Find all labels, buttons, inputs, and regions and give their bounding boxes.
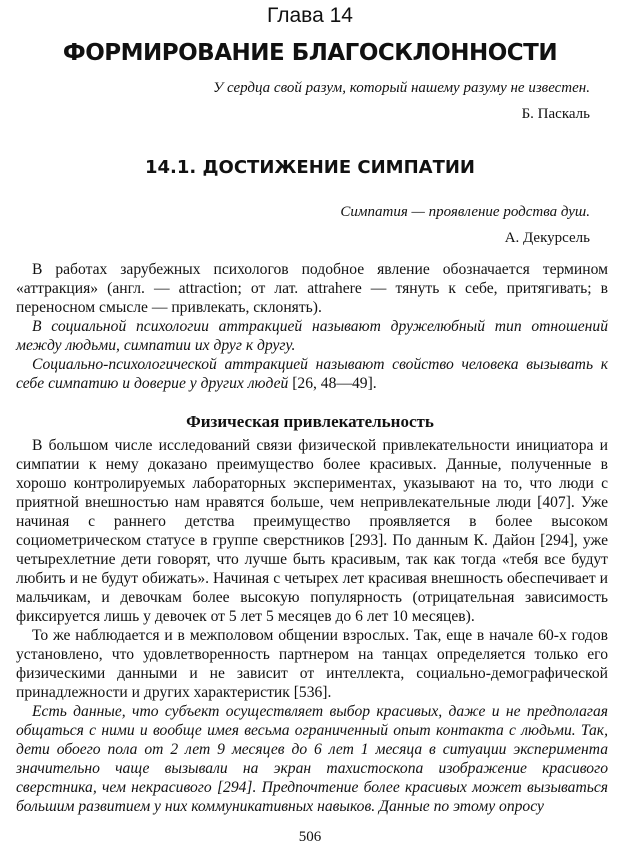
epigraph-quote-2 [340,204,590,221]
intro-paragraph-3-italic: Социально-психологической аттракцией называют свойство человека вызывать к себе симпатию и доверие у других людей [16,356,608,392]
subsection-text [16,436,608,816]
epigraph-author-2: А. Декурсель [504,230,590,246]
subsection-paragraph-3: Есть данные, что субъект осуществляет выбор красивых, даже и не предполагая общаться с ними и вообще имея весьма ограниченный опыт контакта с людьми. Так, дети обоего пола от 2 лет 9 месяцев до 6 лет 1 месяца в ситуации эксперимента значительно чаще вызывали на экран тахистоскопа изображение красивого сверстника, чем некрасивого [294]. Предпочтение более красивых может вызываться большим развитием у них коммуникативных навыков. Данные по этому опросу [16,703,608,815]
intro-paragraph-1: В работах зарубежных психологов подобное явление обозначается термином «аттракция» (англ. — attraction; от лат. attrahere — тянуть к себе, притягивать; в переносном смысле — привлекать, склонять). [16,261,608,316]
page-number: 506 [298,829,322,845]
chapter-title: ФОРМИРОВАНИЕ БЛАГОСКЛОННОСТИ [62,40,558,66]
section-title: 14.1. ДОСТИЖЕНИЕ СИМПАТИИ [144,157,475,178]
epigraph-quote-2-text: Симпатия — проявление родства душ. [340,204,590,220]
intro-paragraph-3 [16,355,608,393]
epigraph-quote-1-text: У сердца свой разум, который нашему разуму не известен. [213,80,590,96]
epigraph-author-1: Б. Паскаль [521,106,590,122]
intro-text [16,260,608,393]
subsection-paragraph-1: В большом числе исследований связи физической привлекательности инициатора и симпатии к нему доказано преимущество более красивых. Данные, полученные в хорошо контролируемых лабораторных экспериментах, указывают на то, что люди с приятной внешностью нам нравятся больше, чем непривлекательные люди [407]. Уже начиная с раннего детства преимущество проявляется в более высоком социометрическом статусе в группе сверстников [293]. По данным К. Дайон [294], уже четырехлетние дети говорят, что лучше быть красивым, так как тогда «тебя все будут любить и не будут обижать». Начиная с четырех лет красивая внешность обеспечивает и мальчикам, и девочкам более высокую популярность (отрицательная зависимость фиксируется лишь у девочек от 5 лет 5 месяцев до 6 лет 10 месяцев). [16,437,608,625]
chapter-label: Глава 14 [267,4,353,27]
subsection-paragraph-2: То же наблюдается и в межполовом общении взрослых. Так, еще в начале 60-х годов установлено, что удовлетворенность партнером на танцах определяется только его физическими данными и не зависит от интеллекта, социально-демографической принадлежности и других характеристик [536]. [16,627,608,701]
epigraph-quote-1 [213,80,590,97]
subsection-title: Физическая привлекательность [186,412,434,431]
intro-paragraph-3-ref: [26, 48—49]. [288,375,377,392]
intro-paragraph-2: В социальной психологии аттракцией называют дружелюбный тип отношений между людьми, симпатии их друг к другу. [16,318,608,354]
